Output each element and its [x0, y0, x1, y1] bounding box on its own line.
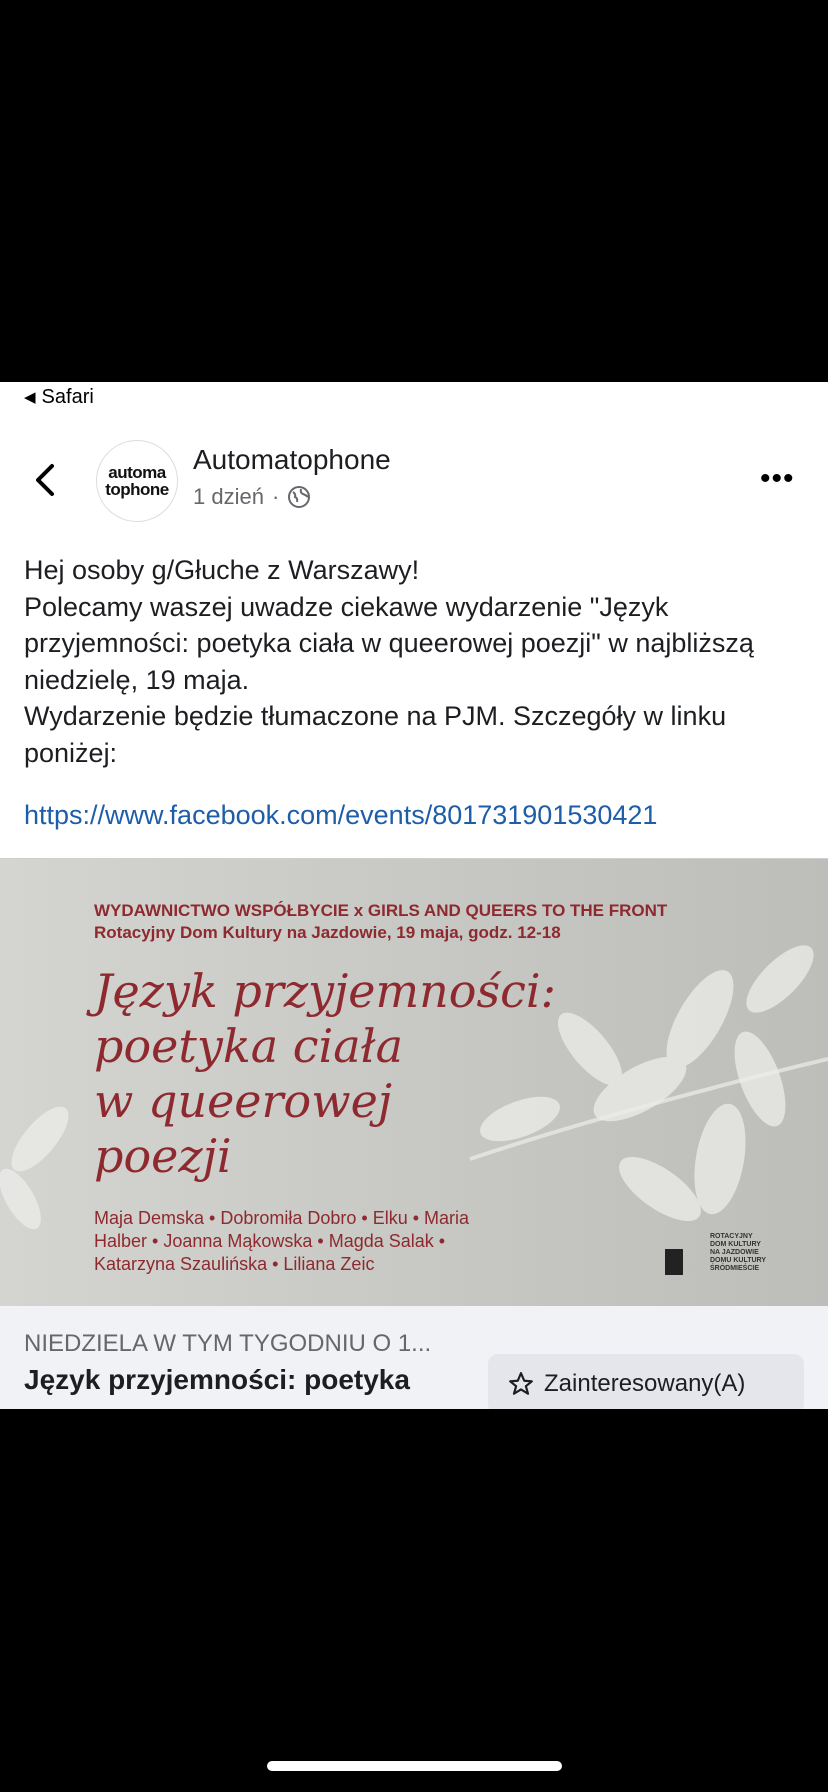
post-body — [24, 552, 814, 771]
logo-text-line: NA JAZDOWIE — [710, 1249, 759, 1256]
app-screen — [0, 382, 828, 1409]
logo-text-line: ŚRÓDMIEŚCIE — [710, 1265, 760, 1272]
post-paragraph: Hej osoby g/Głuche z Warszawy! — [24, 555, 420, 585]
post-time[interactable]: 1 dzień — [193, 484, 264, 509]
banner-title — [94, 964, 556, 1184]
event-title[interactable]: Język przyjemności: poetyka — [24, 1364, 410, 1395]
sponsor-logos — [650, 1233, 770, 1293]
banner-title-line: Język przyjemności: — [94, 964, 557, 1018]
logo-text-line: DOMU KULTURY — [710, 1257, 766, 1264]
star-icon — [508, 1371, 534, 1397]
banner-publisher-line: WYDAWNICTWO WSPÓŁBYCIE x GIRLS AND QUEERS TO THE FRONT — [94, 901, 668, 920]
chevron-left-icon[interactable] — [30, 460, 60, 500]
post-paragraph: Polecamy waszej uwadze ciekawe wydarzenie "Język przyjemności: poetyka ciała w queerowej poezji" w najbliższą niedzielę, 19 maja. — [24, 591, 754, 695]
home-indicator[interactable] — [267, 1761, 562, 1771]
meta-separator: · — [271, 484, 280, 509]
event-date: NIEDZIELA W TYM TYGODNIU O 1... — [24, 1330, 432, 1357]
avatar-line-1: automa — [108, 463, 166, 482]
back-app-label: Safari — [41, 385, 94, 408]
post-paragraph: Wydarzenie będzie tłumaczone na PJM. Szczegóły w linku poniżej: — [24, 701, 727, 768]
event-link[interactable]: https://www.facebook.com/events/801731901530421 — [24, 800, 658, 830]
post-meta — [193, 484, 311, 510]
more-options-icon[interactable]: ••• — [760, 462, 795, 495]
interested-label: Zainteresowany(A) — [544, 1370, 746, 1397]
logo-text-line: DOM KULTURY — [710, 1241, 761, 1248]
rdk-logo — [710, 1233, 766, 1273]
author-name[interactable]: Automatophone — [193, 444, 391, 475]
avatar-line-2: tophone — [105, 480, 169, 499]
avatar[interactable] — [96, 440, 178, 522]
event-card[interactable] — [0, 1306, 828, 1409]
post-header — [0, 440, 828, 530]
globe-icon — [287, 485, 311, 509]
banner-title-line: poezji — [94, 1129, 232, 1183]
event-banner-image[interactable] — [0, 858, 828, 1307]
city-crest-icon — [665, 1249, 683, 1275]
banner-title-line: w queerowej — [94, 1074, 393, 1128]
banner-venue-line: Rotacyjny Dom Kultury na Jazdowie, 19 maja, godz. 12-18 — [94, 923, 561, 942]
back-triangle-icon: ◀ — [24, 389, 36, 406]
back-to-safari[interactable] — [24, 382, 94, 412]
interested-button[interactable] — [488, 1354, 804, 1409]
banner-title-line: poetyka ciała — [94, 1019, 403, 1073]
banner-participants: Maja Demska • Dobromiła Dobro • Elku • Maria Halber • Joanna Mąkowska • Magda Salak • Katarzyna Szaulińska • Liliana Zeic — [94, 1208, 470, 1274]
logo-text-line: ROTACYJNY — [710, 1233, 753, 1240]
